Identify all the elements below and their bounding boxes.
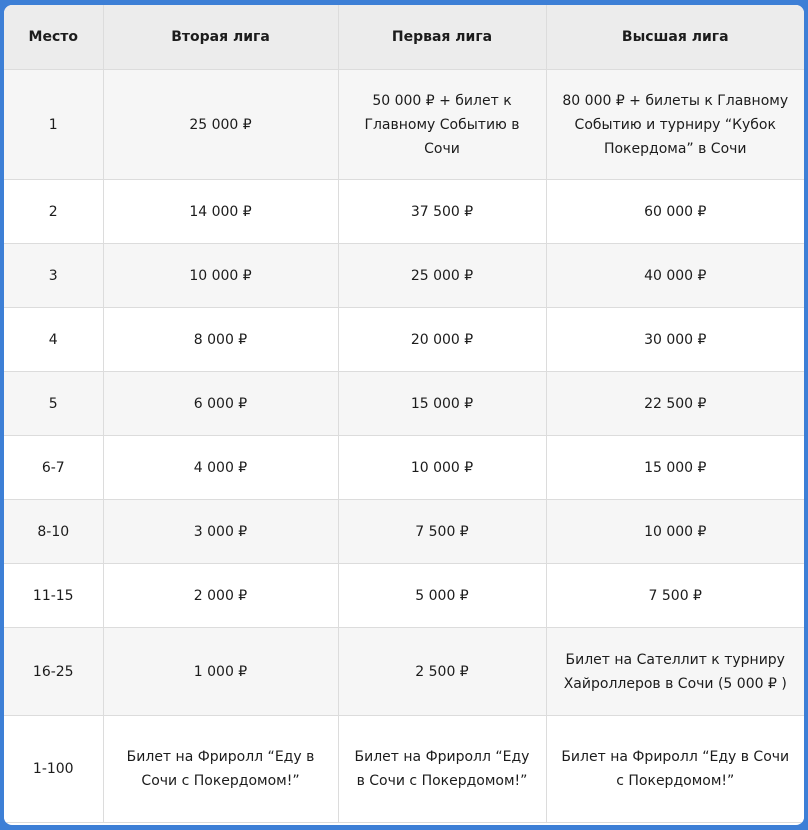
second-league-cell: 25 000 ₽ bbox=[103, 70, 338, 180]
place-cell: 8-10 bbox=[4, 500, 103, 564]
second-league-cell: 14 000 ₽ bbox=[103, 180, 338, 244]
first-league-cell: 2 500 ₽ bbox=[338, 628, 546, 716]
place-cell: 3 bbox=[4, 244, 103, 308]
premier-league-cell: Билет на Сателлит к турниру Хайроллеров в Сочи (5 000 ₽ ) bbox=[546, 628, 804, 716]
premier-league-cell: 60 000 ₽ bbox=[546, 180, 804, 244]
first-league-cell: Билет на Фриролл “Еду в Сочи с Покердомом!” bbox=[338, 716, 546, 823]
second-league-cell: Билет на Фриролл “Еду в Сочи с Покердомом!” bbox=[103, 716, 338, 823]
first-league-cell: 50 000 ₽ + билет к Главному Событию в Сочи bbox=[338, 70, 546, 180]
table-row bbox=[4, 436, 804, 500]
header-place: Место bbox=[4, 5, 103, 70]
first-league-cell: 37 500 ₽ bbox=[338, 180, 546, 244]
table-row bbox=[4, 500, 804, 564]
second-league-cell: 3 000 ₽ bbox=[103, 500, 338, 564]
table-row bbox=[4, 372, 804, 436]
first-league-cell: 10 000 ₽ bbox=[338, 436, 546, 500]
first-league-cell: 20 000 ₽ bbox=[338, 308, 546, 372]
header-row bbox=[4, 5, 804, 70]
prize-table-card bbox=[4, 5, 804, 825]
place-cell: 5 bbox=[4, 372, 103, 436]
premier-league-cell: 15 000 ₽ bbox=[546, 436, 804, 500]
second-league-cell: 2 000 ₽ bbox=[103, 564, 338, 628]
place-cell: 4 bbox=[4, 308, 103, 372]
place-cell: 11-15 bbox=[4, 564, 103, 628]
premier-league-cell: 7 500 ₽ bbox=[546, 564, 804, 628]
premier-league-cell: Билет на Фриролл “Еду в Сочи с Покердомом!” bbox=[546, 716, 804, 823]
header-first-league: Первая лига bbox=[338, 5, 546, 70]
first-league-cell: 25 000 ₽ bbox=[338, 244, 546, 308]
table-row bbox=[4, 716, 804, 823]
table-row bbox=[4, 180, 804, 244]
prize-table bbox=[4, 5, 804, 823]
place-cell: 1 bbox=[4, 70, 103, 180]
second-league-cell: 6 000 ₽ bbox=[103, 372, 338, 436]
first-league-cell: 15 000 ₽ bbox=[338, 372, 546, 436]
second-league-cell: 8 000 ₽ bbox=[103, 308, 338, 372]
premier-league-cell: 40 000 ₽ bbox=[546, 244, 804, 308]
second-league-cell: 1 000 ₽ bbox=[103, 628, 338, 716]
premier-league-cell: 10 000 ₽ bbox=[546, 500, 804, 564]
premier-league-cell: 22 500 ₽ bbox=[546, 372, 804, 436]
table-row bbox=[4, 628, 804, 716]
table-row bbox=[4, 308, 804, 372]
premier-league-cell: 30 000 ₽ bbox=[546, 308, 804, 372]
second-league-cell: 10 000 ₽ bbox=[103, 244, 338, 308]
premier-league-cell: 80 000 ₽ + билеты к Главному Событию и турниру “Кубок Покердома” в Сочи bbox=[546, 70, 804, 180]
place-cell: 1-100 bbox=[4, 716, 103, 823]
place-cell: 16-25 bbox=[4, 628, 103, 716]
place-cell: 2 bbox=[4, 180, 103, 244]
second-league-cell: 4 000 ₽ bbox=[103, 436, 338, 500]
first-league-cell: 5 000 ₽ bbox=[338, 564, 546, 628]
header-second-league: Вторая лига bbox=[103, 5, 338, 70]
first-league-cell: 7 500 ₽ bbox=[338, 500, 546, 564]
header-premier-league: Высшая лига bbox=[546, 5, 804, 70]
table-row bbox=[4, 70, 804, 180]
table-row bbox=[4, 564, 804, 628]
table-row bbox=[4, 244, 804, 308]
place-cell: 6-7 bbox=[4, 436, 103, 500]
